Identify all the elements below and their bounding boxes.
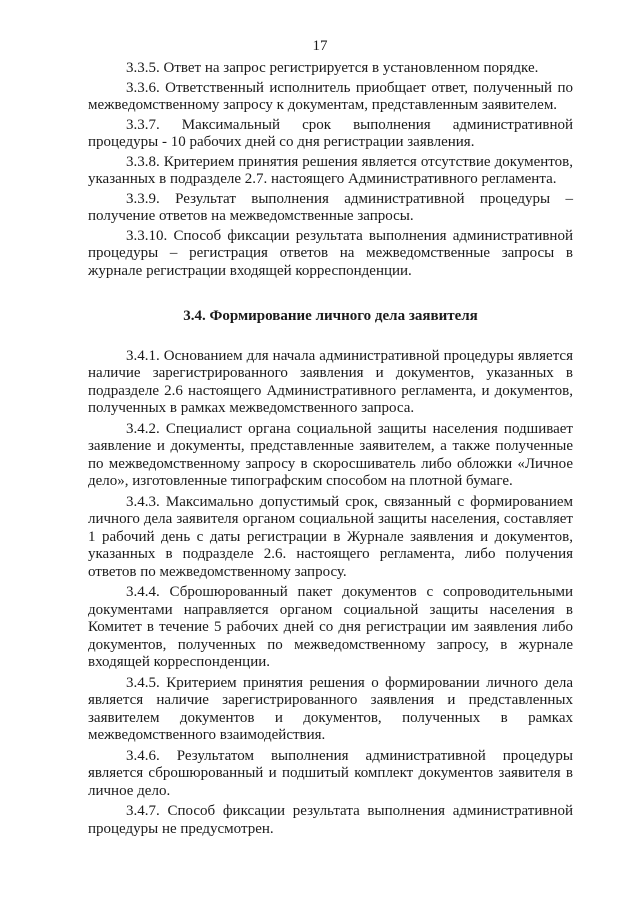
paragraph-3-4-5: 3.4.5. Критерием принятия решения о формировании личного дела является наличие зарегистрированного заявления и представленных заявителем документов и документов, полученных в рамках межведомственного взаимодействия. bbox=[88, 674, 573, 743]
paragraph-3-4-6: 3.4.6. Результатом выполнения административной процедуры является сброшюрованный и подшитый комплект документов заявителя в личное дело. bbox=[88, 747, 573, 799]
paragraph-3-3-8: 3.3.8. Критерием принятия решения является отсутствие документов, указанных в подразделе 2.7. настоящего Административного регламента. bbox=[88, 153, 573, 187]
paragraph-3-3-6: 3.3.6. Ответственный исполнитель приобщает ответ, полученный по межведомственному запросу к документам, представленным заявителем. bbox=[88, 79, 573, 113]
paragraph-3-4-4: 3.4.4. Сброшюрованный пакет документов с сопроводительными документами направляется органом социальной защиты населения в Комитет в течение 5 рабочих дней со дня регистрации им заявления либо документов, полученных по межведомственному запросу, в журнале входящей корреспонденции. bbox=[88, 584, 573, 670]
paragraph-3-3-7: 3.3.7. Максимальный срок выполнения административной процедуры - 10 рабочих дней со дня регистрации заявления. bbox=[88, 116, 573, 150]
section-3-4-block bbox=[88, 348, 573, 839]
section-heading: 3.4. Формирование личного дела заявителя bbox=[183, 308, 478, 324]
section-3-3-block bbox=[88, 60, 573, 280]
document-body bbox=[88, 60, 573, 841]
paragraph-3-4-1: 3.4.1. Основанием для начала административной процедуры является наличие зарегистрированного заявления и документов, указанных в подразделе 2.6 настоящего Административного регламента, и документов, полученных в рамках межведомственного запроса. bbox=[88, 347, 573, 416]
paragraph-3-4-7: 3.4.7. Способ фиксации результата выполнения административной процедуры не предусмотрен. bbox=[88, 803, 573, 837]
paragraph-3-3-10: 3.3.10. Способ фиксации результата выполнения административной процедуры – регистрация ответов на межведомственные запросы в журнале регистрации входящей корреспонденции. bbox=[88, 227, 573, 279]
page-number: 17 bbox=[312, 38, 328, 54]
paragraph-3-3-9: 3.3.9. Результат выполнения административной процедуры – получение ответов на межведомственные запросы. bbox=[88, 190, 573, 224]
paragraph-3-4-3: 3.4.3. Максимально допустимый срок, связанный с формированием личного дела заявителя органом социальной защиты населения, составляет 1 рабочий день с даты регистрации в Журнале заявления и документов, указанных в подразделе 2.6. настоящего регламента, либо получения ответов по межведомственному запросу. bbox=[88, 493, 573, 580]
paragraph-3-3-5: 3.3.5. Ответ на запрос регистрируется в установленном порядке. bbox=[126, 60, 539, 76]
paragraph-3-4-2: 3.4.2. Специалист органа социальной защиты населения подшивает заявление и документы, представленные заявителем, а также полученные по межведомственному запросу в скоросшиватель либо обложки «Личное дело», изготовленные типографским способом на плотной бумаге. bbox=[88, 420, 573, 489]
